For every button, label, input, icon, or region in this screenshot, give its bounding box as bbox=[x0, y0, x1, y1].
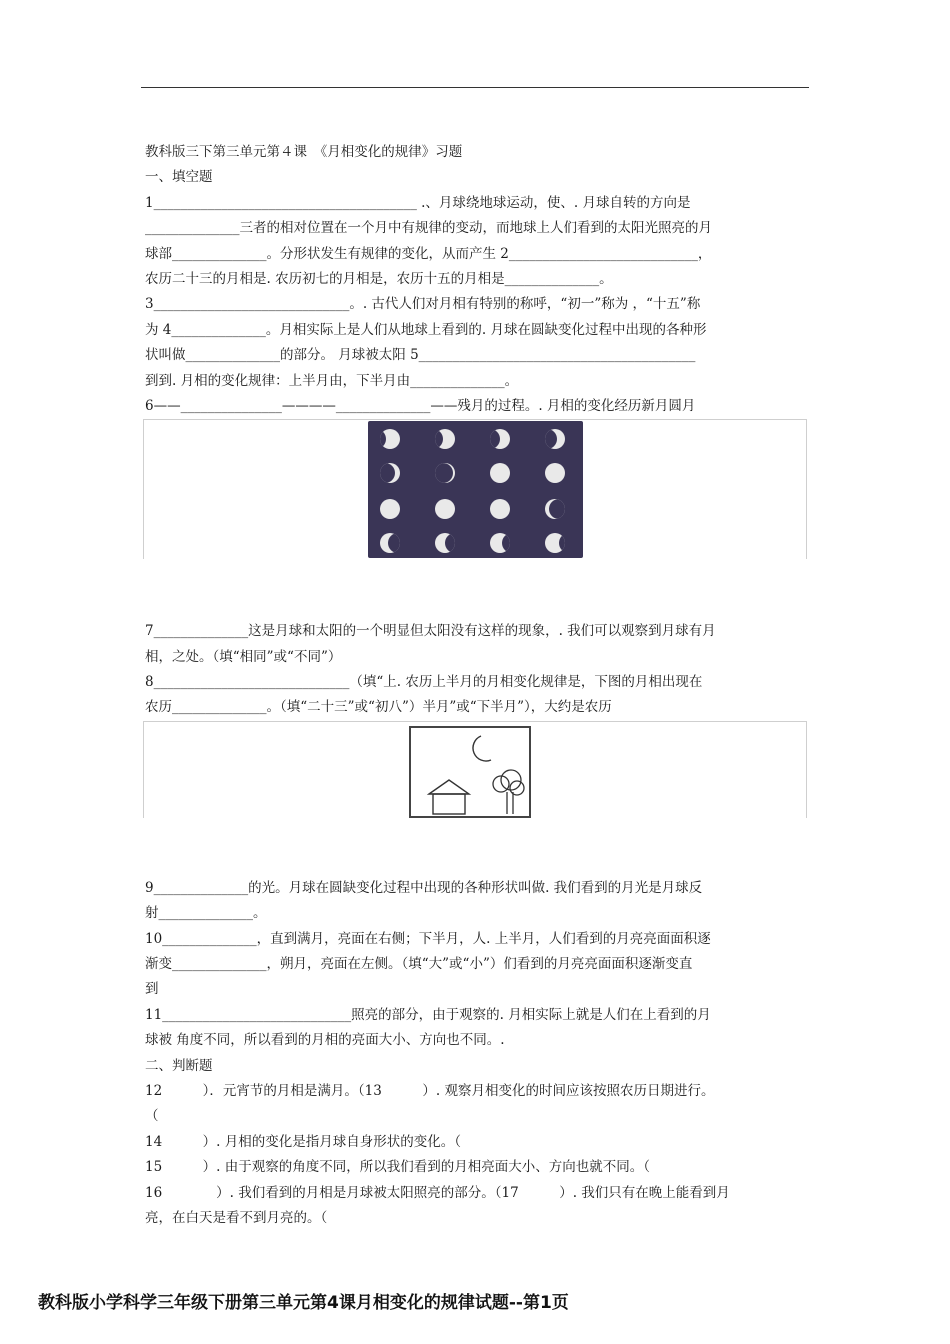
moon-phase-icon bbox=[490, 429, 510, 449]
judge-line: 15 ）. 由于观察的角度不同，所以我们看到的月相亮面大小、方向也就不同。（ bbox=[145, 1159, 651, 1176]
moon-phase-icon bbox=[380, 463, 400, 483]
moon-phase-figure-frame bbox=[143, 419, 807, 559]
judge-line: 亮，在白天是看不到月亮的。（ bbox=[145, 1209, 328, 1226]
moon-phase-icon bbox=[380, 499, 400, 519]
moon-phase-icon bbox=[490, 463, 510, 483]
question-line: 7______________这是月球和太阳的一个明显但太阳没有这样的现象，. 我们可以观察到月球有月 bbox=[145, 623, 716, 640]
moon-phase-icon bbox=[435, 463, 455, 483]
question-line: 射______________。 bbox=[145, 905, 267, 922]
moon-phase-icon bbox=[490, 533, 510, 553]
question-line: 8_____________________________（填“上. 农历上半月的月相变化规律是，下图的月相出现在 bbox=[145, 674, 703, 691]
moon-phase-icon bbox=[545, 533, 565, 553]
section-judge-heading: 二、判断题 bbox=[145, 1057, 213, 1074]
question-line: ______________三者的相对位置在一个月中有规律的变动，而地球上人们看到的太阳光照亮的月 bbox=[145, 220, 712, 237]
moon-phase-icon bbox=[435, 499, 455, 519]
house-moon-drawing bbox=[409, 726, 531, 818]
question-line: 3_____________________________。. 古代人们对月相有特别的称呼，“初一”称为 ，“十五”称 bbox=[145, 296, 701, 313]
moon-phase-icon bbox=[435, 533, 455, 553]
question-line: 1_______________________________________ .、月球绕地球运动，使、. 月球自转的方向是 bbox=[145, 194, 691, 211]
house-moon-figure-frame bbox=[143, 721, 807, 818]
question-line: 到 bbox=[145, 981, 159, 998]
page-footer: 教科版小学科学三年级下册第三单元第4课月相变化的规律试题--第1页 bbox=[38, 1293, 569, 1313]
judge-line: 16 ）. 我们看到的月相是月球被太阳照亮的部分。（17 ）. 我们只有在晚上能看到月 bbox=[145, 1184, 730, 1201]
moon-phase-icon bbox=[545, 463, 565, 483]
moon-phase-photo bbox=[368, 421, 583, 558]
moon-phase-icon bbox=[435, 429, 455, 449]
worksheet bbox=[145, 140, 807, 1231]
question-line: 球部______________。分形状发生有规律的变化，从而产生 2____________________________， bbox=[145, 245, 712, 262]
question-line: 10______________，直到满月，亮面在右侧；下半月，人. 上半月，人们看到的月亮亮面面积逐 bbox=[145, 930, 711, 947]
judge-line: 14 ）. 月相的变化是指月球自身形状的变化。（ bbox=[145, 1133, 462, 1150]
judge-line: （ bbox=[145, 1108, 159, 1125]
question-line: 到到. 月相的变化规律：上半月由，下半月由______________。 bbox=[145, 372, 519, 389]
question-line: 渐变______________，朔月，亮面在左侧。（填“大”或“小”）们看到的月亮亮面面积逐渐变直 bbox=[145, 956, 693, 973]
moon-phase-icon bbox=[380, 533, 400, 553]
moon-phase-icon bbox=[545, 429, 565, 449]
house-moon-icon bbox=[411, 728, 529, 816]
section-fill-heading: 一、填空题 bbox=[145, 169, 213, 186]
question-line: 农历______________。（填“二十三”或“初八”）半月”或“下半月”），大约是农历 bbox=[145, 699, 612, 716]
moon-phase-icon bbox=[380, 429, 400, 449]
question-line: 球被 角度不同，所以看到的月相的亮面大小、方向也不同。. bbox=[145, 1032, 505, 1049]
question-line: 9______________的光。月球在圆缺变化过程中出现的各种形状叫做. 我们看到的月光是月球反 bbox=[145, 879, 703, 896]
worksheet-title: 教科版三下第三单元第４课 《月相变化的规律》习题 bbox=[145, 144, 463, 160]
question-line: 状叫做______________的部分。 月球被太阳 5_________________________________________ bbox=[145, 347, 696, 364]
question-line: 6——_______________————______________——残月的过程。. 月相的变化经历新月圆月 bbox=[145, 397, 696, 414]
question-line: 农历二十三的月相是. 农历初七的月相是，农历十五的月相是______________。 bbox=[145, 270, 613, 287]
question-line: 相，之处。（填“相同”或“不同”） bbox=[145, 648, 342, 665]
question-line: 11____________________________照亮的部分，由于观察的. 月相实际上就是人们在上看到的月 bbox=[145, 1006, 711, 1023]
moon-phase-icon bbox=[490, 499, 510, 519]
header-rule bbox=[141, 87, 809, 88]
question-line: 为 4______________。月相实际上是人们从地球上看到的. 月球在圆缺变化过程中出现的各种形 bbox=[145, 321, 707, 338]
moon-phase-icon bbox=[545, 499, 565, 519]
judge-line: 12 ）．元宵节的月相是满月。（13 ）. 观察月相变化的时间应该按照农历日期进行。 bbox=[145, 1082, 715, 1099]
